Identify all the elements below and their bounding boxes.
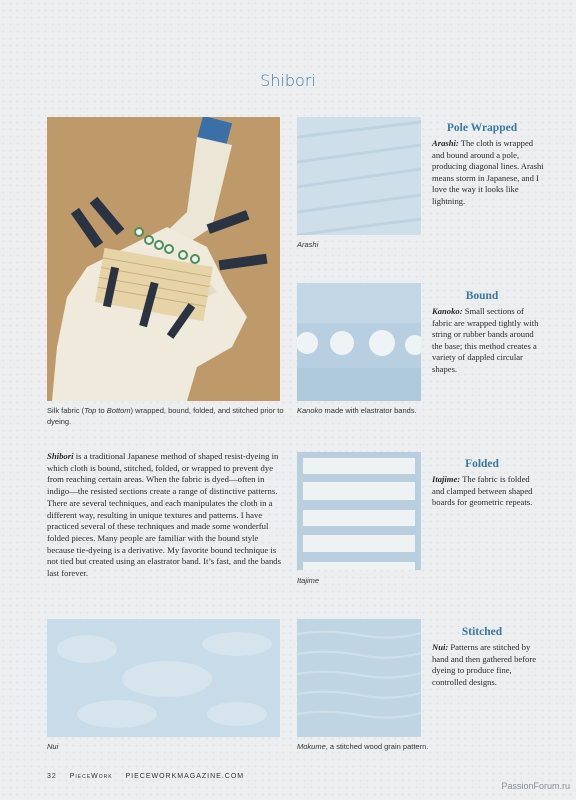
bound-description: [432, 306, 544, 375]
term-label: Itajime:: [432, 474, 461, 484]
stitched-heading: Stitched: [461, 626, 503, 638]
caption-italic: Bottom: [106, 406, 131, 415]
mokume-caption: [297, 742, 428, 753]
arashi-caption: Arashi: [297, 240, 319, 249]
term-label: Arashi:: [432, 138, 459, 148]
page-number: 32: [47, 773, 57, 780]
mokume-swatch: [297, 619, 421, 737]
page-footer: [47, 773, 254, 780]
body-text: is a traditional Japanese method of shaped resist-dyeing in which cloth is bound, stitched, folded, or wrapped to prevent dye from reaching certain areas. When the fabric is dyed—often in indigo—the resisted sections create a range of distinctive patterns. There are several techniques, and each manipulates the cloth in a different way, resulting in unique textures and patterns. I have practiced several of these techniques and made some wonderful folded pieces. Many people are familiar with the bound style because tie-dyeing is a derivative. My favorite bound technique is not tied but created using an elastrator band. It’s fast, and the bands last forever.: [47, 451, 282, 579]
description-text: The fabric is folded and clamped between shaped boards for geometric repeats.: [432, 474, 533, 507]
stitched-description: [432, 642, 544, 688]
arashi-swatch: [297, 117, 421, 235]
nui-swatch: [47, 619, 280, 737]
arashi-fabric-image: [297, 117, 421, 235]
page-title: Shibori: [260, 71, 316, 90]
description-text: The cloth is wrapped and bound around a pole, producing diagonal lines. Arashi means storm in Japanese, and I love the way it looks like lightning.: [432, 138, 544, 206]
website-link[interactable]: PIECEWORKMAGAZINE.COM: [125, 773, 245, 780]
main-photo-caption: [47, 406, 287, 427]
caption-text: to: [96, 406, 107, 415]
body-term: Shibori: [47, 451, 74, 461]
nui-fabric-image: [47, 619, 280, 737]
kanoko-caption: [297, 406, 417, 417]
itajime-caption: Itajime: [297, 576, 320, 585]
pole-wrapped-heading: Pole Wrapped: [446, 122, 518, 134]
term-label: Kanoko:: [432, 306, 463, 316]
kanoko-fabric-image: [297, 283, 421, 401]
watermark: PassionForum.ru: [501, 781, 570, 791]
term-label: Nui:: [432, 642, 449, 652]
pole-wrapped-description: [432, 138, 544, 207]
wrapped-silk-illustration: [47, 117, 280, 401]
kanoko-swatch: [297, 283, 421, 401]
description-text: Patterns are stitched by hand and then gathered before dyeing to produce fine, controlled designs.: [432, 642, 537, 687]
caption-italic: Mokume: [297, 742, 326, 751]
description-text: Small sections of fabric are wrapped tightly with string or rubber bands around the base; this method creates a variety of dappled circular shapes.: [432, 306, 539, 374]
folded-description: [432, 474, 544, 509]
caption-italic: Kanoko: [297, 406, 323, 415]
folded-heading: Folded: [465, 458, 499, 470]
caption-text: made with elastrator bands.: [322, 406, 417, 415]
magazine-name: PieceWork: [69, 773, 113, 780]
mokume-fabric-image: [297, 619, 421, 737]
caption-italic: Top: [84, 406, 97, 415]
bound-heading: Bound: [465, 290, 499, 302]
itajime-swatch: [297, 452, 421, 570]
main-photo: [47, 117, 280, 401]
caption-text: ) wrapped, bound, folded, and stitched prior to dyeing.: [47, 406, 284, 426]
article-body: [47, 451, 287, 580]
itajime-fabric-image: [297, 452, 421, 570]
nui-caption: Nui: [47, 742, 59, 751]
caption-text: Silk fabric (: [47, 406, 85, 415]
caption-text: , a stitched wood grain pattern.: [325, 742, 429, 751]
